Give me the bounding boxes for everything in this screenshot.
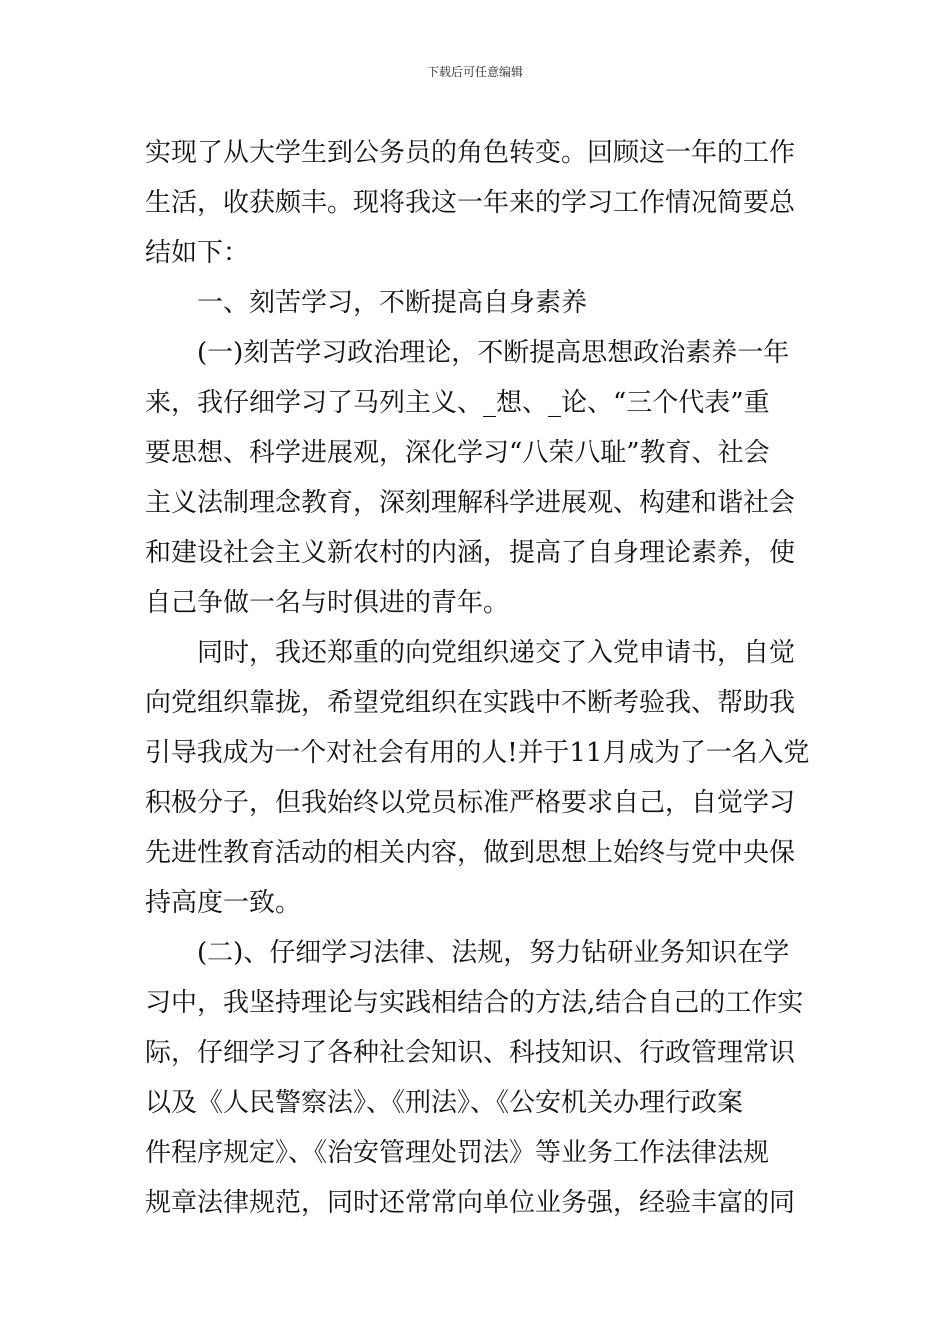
text-line: 同时，我还郑重的向党组织递交了入党申请书，自觉 bbox=[197, 638, 796, 668]
text-line: 生活，收获颇丰。现将我这一年来的学习工作情况简要总 bbox=[145, 188, 796, 218]
text-line: 主义法制理念教育，深刻理解科学进展观、构建和谐社会 bbox=[145, 488, 796, 518]
text-line: 实现了从大学生到公务员的角色转变。回顾这一年的工作 bbox=[145, 138, 796, 168]
text-line: 要思想、科学进展观，深化学习“八荣八耻”教育、社会 bbox=[145, 438, 770, 468]
text-line: (一)刻苦学习政治理论，不断提高思想政治素养一年 bbox=[197, 338, 790, 368]
text-line: 先进性教育活动的相关内容，做到思想上始终与党中央保 bbox=[145, 838, 796, 868]
document-body bbox=[145, 128, 810, 1228]
text-line: 引导我成为一个对社会有用的人!并于11月成为了一名入党 bbox=[145, 738, 810, 768]
text-line: (二)、仔细学习法律、法规，努力钻研业务知识在学 bbox=[197, 938, 790, 968]
text-line: 自己争做一名与时俱进的青年。 bbox=[145, 588, 510, 618]
page-header-note: 下载后可任意编辑 bbox=[426, 65, 523, 79]
text-line: 以及《人民警察法》、《刑法》、《公安机关办理行政案 bbox=[145, 1088, 744, 1118]
text-line: 一、刻苦学习，不断提高自身素养 bbox=[197, 288, 588, 318]
text-line: 际，仔细学习了各种社会知识、科技知识、行政管理常识 bbox=[145, 1038, 796, 1068]
text-line: 积极分子，但我始终以党员标准严格要求自己，自觉学习 bbox=[145, 788, 796, 818]
text-line: 结如下： bbox=[145, 238, 250, 268]
text-line: 规章法律规范，同时还常常向单位业务强，经验丰富的同 bbox=[145, 1188, 796, 1218]
text-line: 持高度一致。 bbox=[145, 888, 302, 918]
text-line: 和建设社会主义新农村的内涵，提高了自身理论素养，使 bbox=[145, 538, 796, 568]
text-line: 件程序规定》、《治安管理处罚法》等业务工作法律法规 bbox=[145, 1138, 770, 1168]
text-line: 来，我仔细学习了马列主义、_想、_论、“三个代表”重 bbox=[145, 388, 770, 418]
text-line: 习中，我坚持理论与实践相结合的方法,结合自己的工作实 bbox=[145, 988, 804, 1018]
text-line: 向党组织靠拢，希望党组织在实践中不断考验我、帮助我 bbox=[145, 688, 796, 718]
